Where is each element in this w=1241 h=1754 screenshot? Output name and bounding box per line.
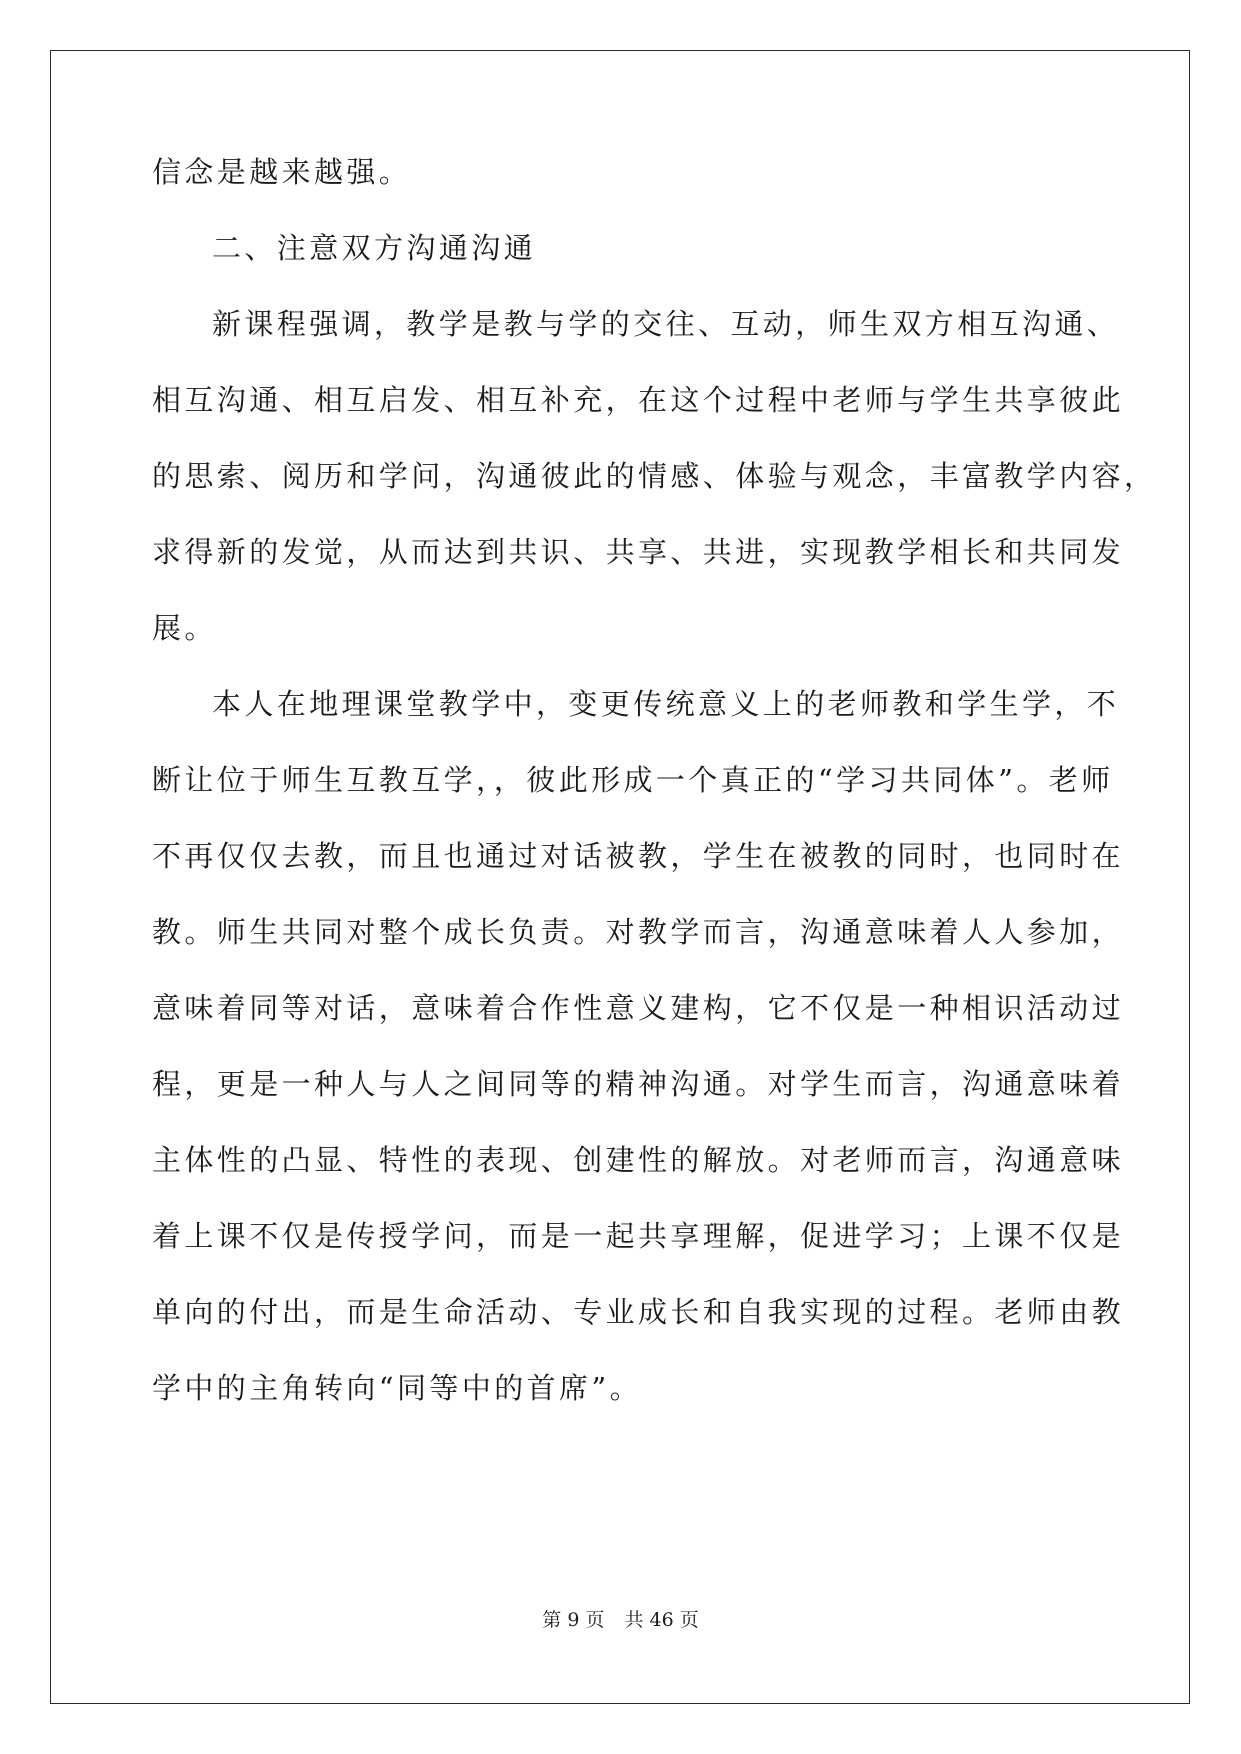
text-line: 意味着同等对话，意味着合作性意义建构，它不仅是一种相识活动过 [152, 991, 1125, 1025]
text-line: 新课程强调，教学是教与学的交往、互动，师生双方相互沟通、 [212, 307, 1120, 341]
text-line: 程，更是一种人与人之间同等的精神沟通。对学生而言，沟通意味着 [152, 1067, 1125, 1101]
text-line: 相互沟通、相互启发、相互补充，在这个过程中老师与学生共享彼此 [152, 383, 1125, 417]
page-footer [0, 1608, 1241, 1632]
text-line: 教。师生共同对整个成长负责。对教学而言，沟通意味着人人参加， [152, 915, 1125, 949]
text-line: 信念是越来越强。 [152, 155, 412, 189]
text-line: 着上课不仅是传授学问，而是一起共享理解，促进学习；上课不仅是 [152, 1219, 1125, 1253]
text-line: 学中的主角转向“同等中的首席”。 [152, 1371, 643, 1405]
section-heading: 二、注意双方沟通沟通 [212, 231, 537, 265]
page-border [50, 50, 1190, 1704]
text-line: 主体性的凸显、特性的表现、创建性的解放。对老师而言，沟通意味 [152, 1143, 1125, 1177]
text-line: 断让位于师生互教互学，，彼此形成一个真正的“学习共同体”。老师 [152, 763, 1114, 797]
text-line: 展。 [152, 611, 217, 645]
text-line: 求得新的发觉，从而达到共识、共享、共进，实现教学相长和共同发 [152, 535, 1125, 569]
text-line: 的思索、阅历和学问，沟通彼此的情感、体验与观念，丰富教学内容， [152, 459, 1157, 493]
text-line: 本人在地理课堂教学中，变更传统意义上的老师教和学生学，不 [212, 687, 1120, 721]
text-line: 不再仅仅去教，而且也通过对话被教，学生在被教的同时，也同时在 [152, 839, 1125, 873]
text-line: 单向的付出，而是生命活动、专业成长和自我实现的过程。老师由教 [152, 1295, 1125, 1329]
page-total: 共 46 页 [624, 1609, 699, 1631]
page-number: 第 9 页 [542, 1609, 605, 1631]
